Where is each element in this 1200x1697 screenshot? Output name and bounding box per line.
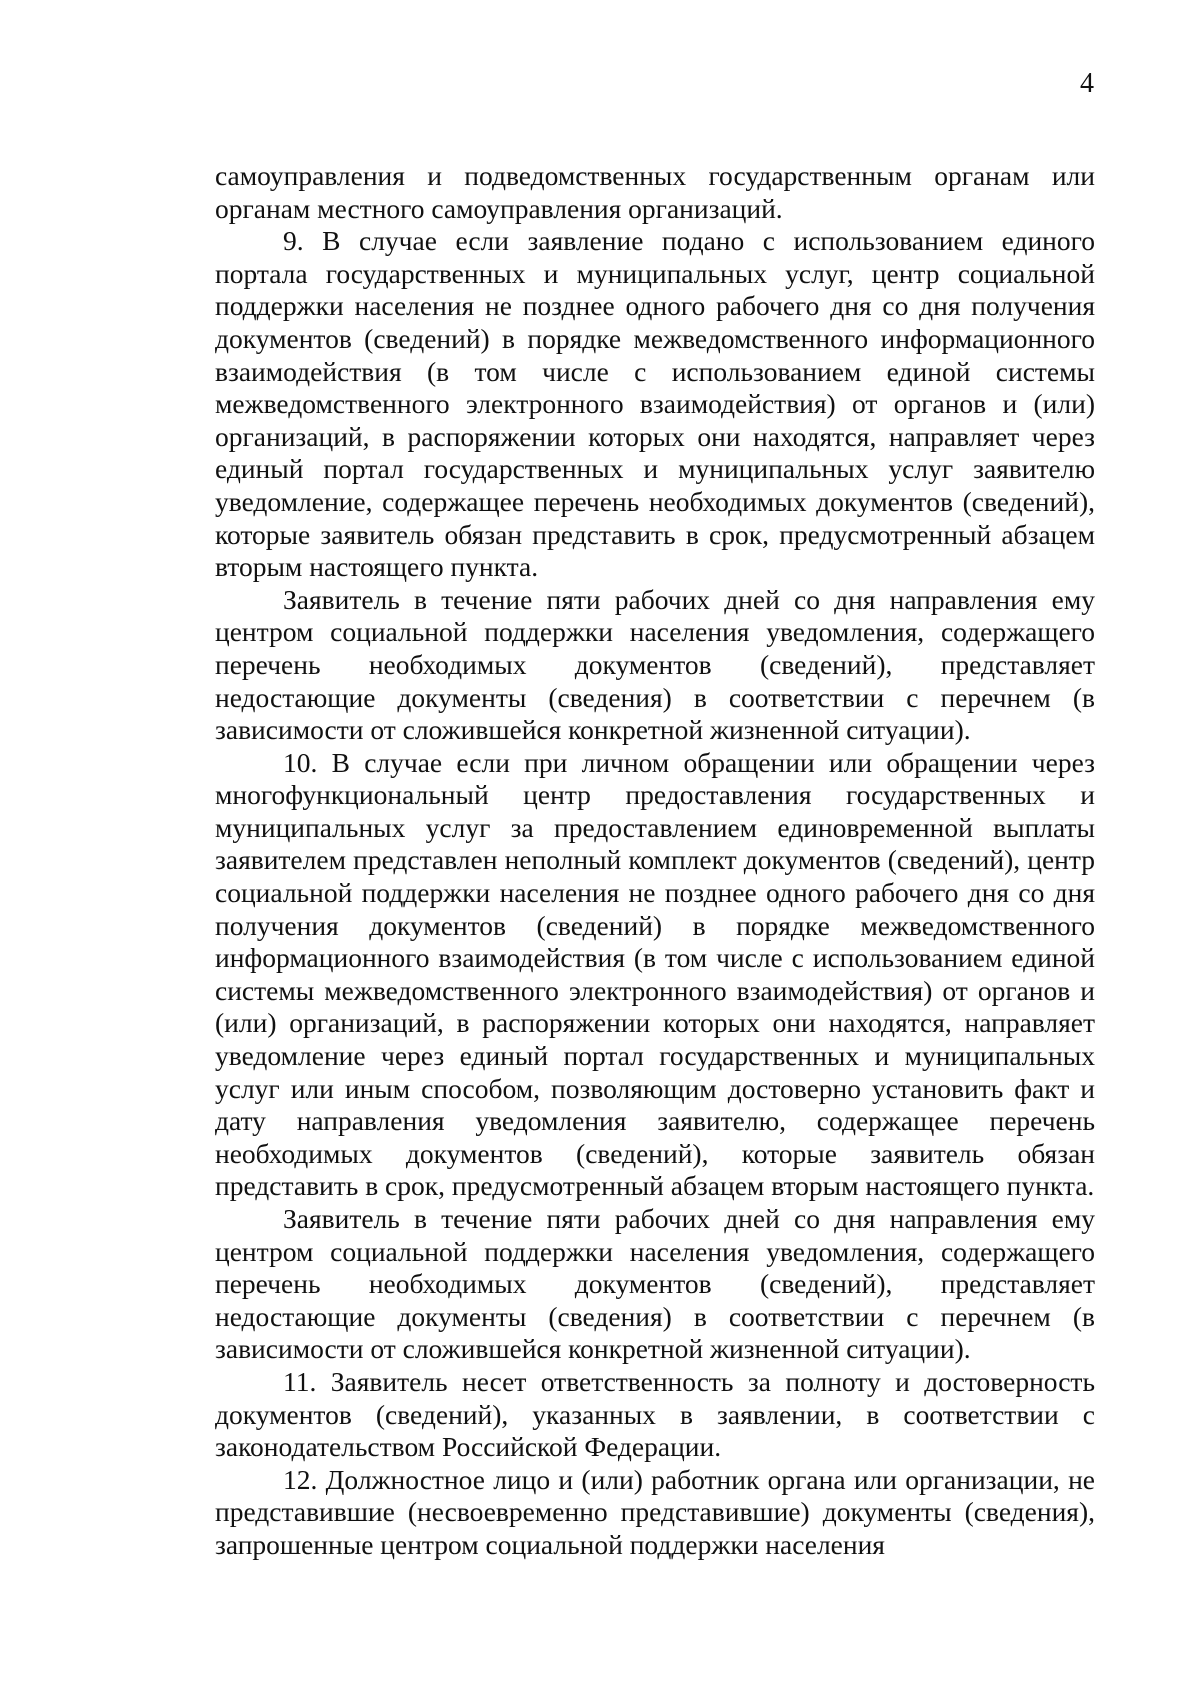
document-body: [215, 160, 1095, 1562]
paragraph-item-11: 11. Заявитель несет ответственность за полноту и достоверность документов (сведений), указанных в заявлении, в соответствии с законодательством Российской Федерации.: [215, 1365, 1095, 1463]
paragraph-continuation: самоуправления и подведомственных государственным органам или органам местного самоуправления организаций.: [215, 160, 1095, 224]
page-number: 4: [1080, 68, 1094, 99]
paragraph-item-9: 9. В случае если заявление подано с использованием единого портала государственных и муниципальных услуг, центр социальной поддержки населения не позднее одного рабочего дня со дня получения документов (сведений) в порядке межведомственного информационного взаимодействия (в том числе с использованием единой системы межведомственного электронного взаимодействия) от органов и (или) организаций, в распоряжении которых они находятся, направляет через единый портал государственных и муниципальных услуг заявителю уведомление, содержащее перечень необходимых документов (сведений), которые заявитель обязан представить в срок, предусмотренный абзацем вторым настоящего пункта.: [215, 225, 1095, 583]
paragraph-item-12: 12. Должностное лицо и (или) работник органа или организации, не представившие (несвоевременно представившие) документы (сведения), запрошенные центром социальной поддержки населения: [215, 1463, 1095, 1560]
paragraph-item-9-applicant: Заявитель в течение пяти рабочих дней со дня направления ему центром социальной поддержки населения уведомления, содержащего перечень необходимых документов (сведений), представляет недостающие документы (сведения) в соответствии с перечнем (в зависимости от сложившейся конкретной жизненной ситуации).: [215, 583, 1095, 746]
paragraph-item-10: 10. В случае если при личном обращении или обращении через многофункциональный центр предоставления государственных и муниципальных услуг за предоставлением единовременной выплаты заявителем представлен неполный комплект документов (сведений), центр социальной поддержки населения не позднее одного рабочего дня со дня получения документов (сведений) в порядке межведомственного информационного взаимодействия (в том числе с использованием единой системы межведомственного электронного взаимодействия) от органов и (или) организаций, в распоряжении которых они находятся, направляет уведомление через единый портал государственных и муниципальных услуг или иным способом, позволяющим достоверно установить факт и дату направления уведомления заявителю, содержащее перечень необходимых документов (сведений), которые заявитель обязан представить в срок, предусмотренный абзацем вторым настоящего пункта.: [215, 746, 1095, 1202]
paragraph-item-10-applicant: Заявитель в течение пяти рабочих дней со дня направления ему центром социальной поддержки населения уведомления, содержащего перечень необходимых документов (сведений), представляет недостающие документы (сведения) в соответствии с перечнем (в зависимости от сложившейся конкретной жизненной ситуации).: [215, 1203, 1095, 1365]
